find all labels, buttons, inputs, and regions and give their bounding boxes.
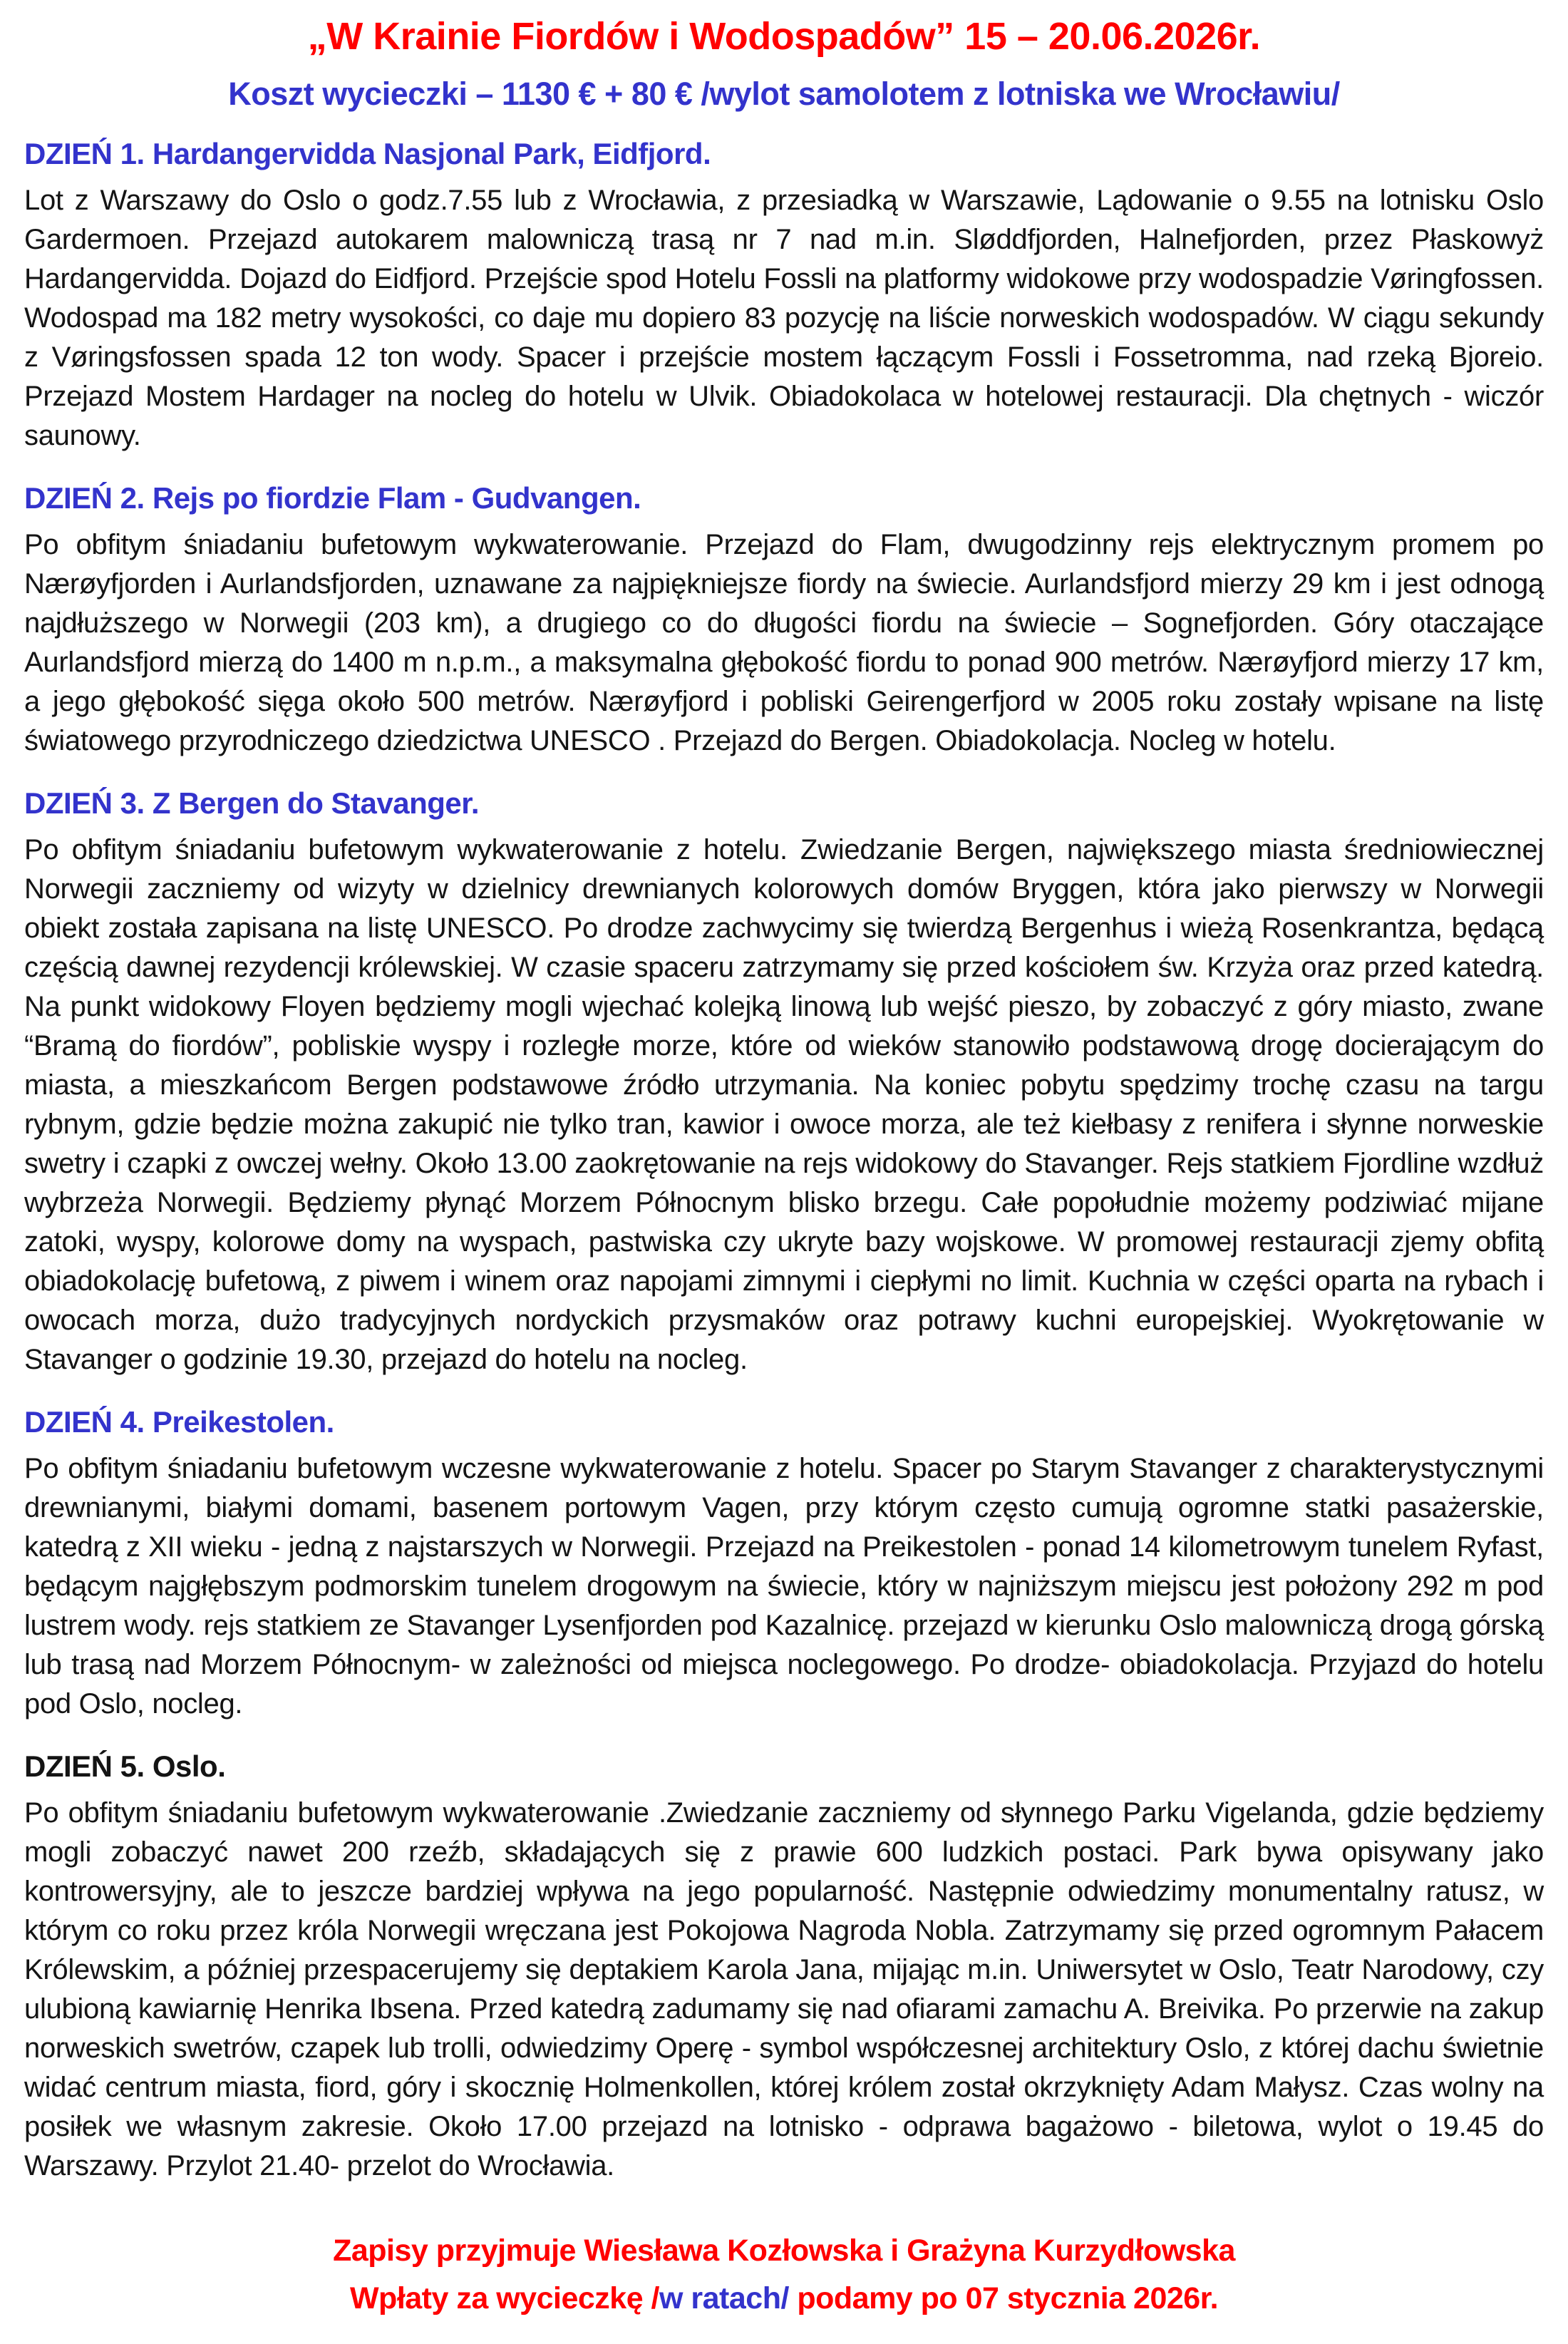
day-5-section	[24, 1749, 1544, 2186]
payment-info-line	[24, 2275, 1544, 2323]
day-3-description: Po obfitym śniadaniu bufetowym wykwaterowanie z hotelu. Zwiedzanie Bergen, największego miasta średniowiecznej Norwegii zaczniemy od wizyty w dzielnicy drewnianych kolorowych domów Bryggen, która jako pierwszy w Norwegii obiekt została zapisana na listę UNESCO. Po drodze zachwycimy się twierdzą Bergenhus i wieżą Rosenkrantza, będącą częścią dawnej rezydencji królewskiej. W czasie spaceru zatrzymamy się przed kościołem św. Krzyża oraz przed katedrą. Na punkt widokowy Floyen będziemy mogli wjechać kolejką linową lub wejść pieszo, by zobaczyć z góry miasto, zwane “Bramą do fiordów”, pobliskie wyspy i rozległe morze, które od wieków stanowiło podstawową drogę docierającym do miasta, a mieszkańcom Bergen podstawowe źródło utrzymania. Na koniec pobytu spędzimy trochę czasu na targu rybnym, gdzie będzie można zakupić nie tylko tran, kawior i owoce morza, ale też kiełbasy z renifera i słynne norweskie swetry i czapki z owczej wełny. Około 13.00 zaokrętowanie na rejs widokowy do Stavanger. Rejs statkiem Fjordline wzdłuż wybrzeża Norwegii. Będziemy płynąć Morzem Północnym blisko brzegu. Całe popołudnie możemy podziwiać mijane zatoki, wyspy, kolorowe domy na wyspach, pastwiska czy ukryte bazy wojskowe. W promowej restauracji zjemy obfitą obiadokolację bufetową, z piwem i winem oraz napojami zimnymi i ciepłymi no limit. Kuchnia w części oparta na rybach i owocach morza, dużo tradycyjnych nordyckich przysmaków oraz potrawy kuchni europejskiej. Wyokrętowanie w Stavanger o godzinie 19.30, przejazd do hotelu na nocleg.	[24, 834, 1544, 1375]
day-3-section	[24, 786, 1544, 1379]
payment-info-red-before: Wpłaty za wycieczkę /	[349, 2281, 659, 2315]
payment-info-installments: w ratach/	[659, 2281, 789, 2315]
day-2-description: Po obfitym śniadaniu bufetowym wykwaterowanie. Przejazd do Flam, dwugodzinny rejs elektrycznym promem po Nærøyfjorden i Aurlandsfjorden, uznawane za najpiękniejsze fiordy na świecie. Aurlandsfjord mierzy 29 km i jest odnogą najdłuższego w Norwegii (203 km), a drugiego co do długości fiordu na świecie – Sognefjorden. Góry otaczające Aurlandsfjord mierzą do 1400 m n.p.m., a maksymalna głębokość fiordu to ponad 900 metrów. Nærøyfjord mierzy 17 km, a jego głębokość sięga około 500 metrów. Nærøyfjord i pobliski Geirengerfjord w 2005 roku zostały wpisane na listę światowego przyrodniczego dziedzictwa UNESCO . Przejazd do Bergen. Obiadokolacja. Nocleg w hotelu.	[24, 529, 1544, 756]
day-5-heading: DZIEŃ 5. Oslo.	[24, 1749, 226, 1783]
document-title: „W Krainie Fiordów i Wodospadów” 15 – 20.06.2026r.	[307, 15, 1261, 58]
day-3-heading: DZIEŃ 3. Z Bergen do Stavanger.	[24, 786, 479, 820]
day-4-section	[24, 1405, 1544, 1724]
payment-info-red-after: podamy po 07 stycznia 2026r.	[788, 2281, 1219, 2315]
document-subtitle: Koszt wycieczki – 1130 € + 80 € /wylot samolotem z lotniska we Wrocławiu/	[228, 76, 1340, 112]
day-1-section	[24, 137, 1544, 456]
signup-contacts-line: Zapisy przyjmuje Wiesława Kozłowska i Grażyna Kurzydłowska	[333, 2234, 1235, 2268]
day-5-description: Po obfitym śniadaniu bufetowym wykwaterowanie .Zwiedzanie zaczniemy od słynnego Parku Vigelanda, gdzie będziemy mogli zobaczyć nawet 200 rzeźb, składających się z prawie 600 ludzkich postaci. Park bywa opisywany jako kontrowersyjny, ale to jeszcze bardziej wpływa na jego popularność. Następnie odwiedzimy monumentalny ratusz, w którym co roku przez króla Norwegii wręczana jest Pokojowa Nagroda Nobla. Zatrzymamy się przed ogromnym Pałacem Królewskim, a później przespacerujemy się deptakiem Karola Jana, mijając m.in. Uniwersytet w Oslo, Teatr Narodowy, czy ulubioną kawiarnię Henrika Ibsena. Przed katedrą zadumamy się nad ofiarami zamachu A. Breivika. Po przerwie na zakup norweskich swetrów, czapek lub trolli, odwiedzimy Operę - symbol współczesnej architektury Oslo, z której dachu świetnie widać centrum miasta, fiord, góry i skocznię Holmenkollen, której królem został okrzyknięty Adam Małysz. Czas wolny na posiłek we własnym zakresie. Około 17.00 przejazd na lotnisko - odprawa bagażowo - biletowa, wylot o 19.45 do Warszawy. Przylot 21.40- przelot do Wrocławia.	[24, 1797, 1544, 2181]
day-2-section	[24, 481, 1544, 761]
day-1-heading: DZIEŃ 1. Hardangervidda Nasjonal Park, Eidfjord.	[24, 137, 711, 170]
day-2-heading: DZIEŃ 2. Rejs po fiordzie Flam - Gudvangen.	[24, 481, 641, 515]
signup-footer	[24, 2227, 1544, 2323]
day-4-description: Po obfitym śniadaniu bufetowym wczesne wykwaterowanie z hotelu. Spacer po Starym Stavanger z charakterystycznymi drewnianymi, białymi domami, basenem portowym Vagen, przy którym często cumują ogromne statki pasażerskie, katedrą z XII wieku - jedną z najstarszych w Norwegii. Przejazd na Preikestolen - ponad 14 kilometrowym tunelem Ryfast, będącym najgłębszym podmorskim tunelem drogowym na świecie, który w najniższym miejscu jest położony 292 m pod lustrem wody. rejs statkiem ze Stavanger Lysenfjorden pod Kazalnicę. przejazd w kierunku Oslo malowniczą drogą górską lub trasą nad Morzem Północnym- w zależności od miejsca noclegowego. Po drodze- obiadokolacja. Przyjazd do hotelu pod Oslo, nocleg.	[24, 1453, 1544, 1720]
day-1-description: Lot z Warszawy do Oslo o godz.7.55 lub z Wrocławia, z przesiadką w Warszawie, Lądowanie o 9.55 na lotnisku Oslo Gardermoen. Przejazd autokarem malowniczą trasą nr 7 nad m.in. Sløddfjorden, Halnefjorden, przez Płaskowyż Hardangervidda. Dojazd do Eidfjord. Przejście spod Hotelu Fossli na platformy widokowe przy wodospadzie Vøringfossen. Wodospad ma 182 metry wysokości, co daje mu dopiero 83 pozycję na liście norweskich wodospadów. W ciągu sekundy z Vøringsfossen spada 12 ton wody. Spacer i przejście mostem łączącym Fossli i Fossetromma, nad rzeką Bjoreio. Przejazd Mostem Hardager na nocleg do hotelu w Ulvik. Obiadokolaca w hotelowej restauracji. Dla chętnych - wiczór saunowy.	[24, 185, 1544, 451]
day-4-heading: DZIEŃ 4. Preikestolen.	[24, 1405, 334, 1439]
